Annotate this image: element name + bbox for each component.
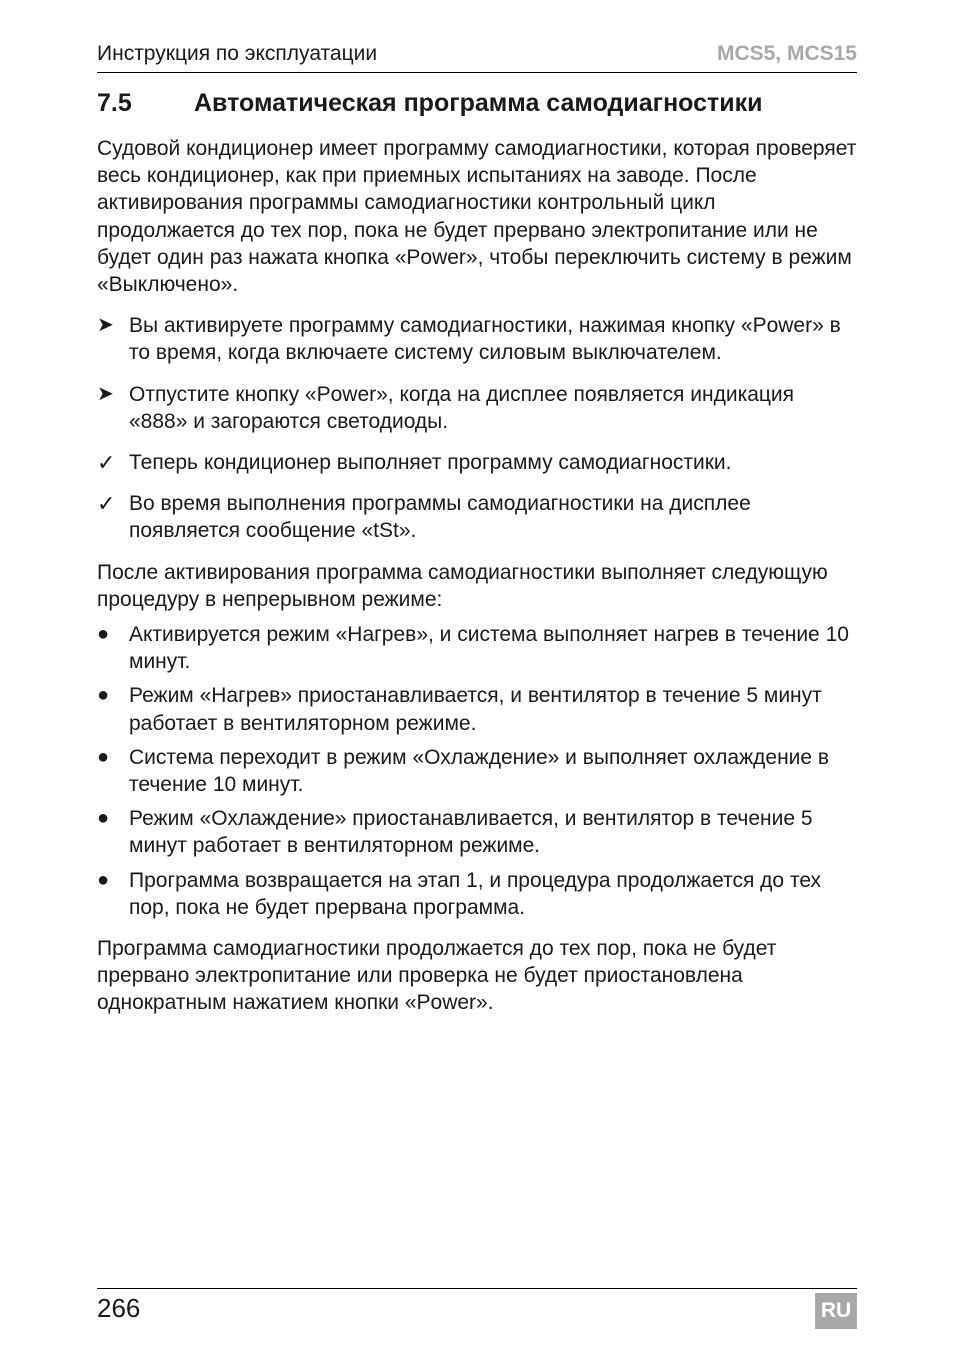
- step-item: [97, 381, 857, 435]
- checkmark-icon: ✓: [97, 450, 116, 476]
- step-text: Отпустите кнопку «Power», когда на дисплее появляется индикация «888» и загораются светодиоды.: [129, 382, 795, 433]
- bullet-icon: ●: [97, 807, 110, 830]
- result-text: Теперь кондиционер выполняет программу самодиагностики.: [129, 451, 732, 475]
- page-footer: [97, 1288, 857, 1331]
- list-item: [97, 682, 857, 736]
- page-body: [97, 135, 857, 1031]
- language-badge: RU: [815, 1293, 857, 1329]
- list-item-text: Программа возвращается на этап 1, и процедура продолжается до тех пор, пока не будет прервана программа.: [129, 868, 822, 919]
- checkmark-icon: ✓: [97, 491, 116, 517]
- step-text: Вы активируете программу самодиагностики, нажимая кнопку «Power» в то время, когда включаете систему силовым выключателем.: [129, 314, 841, 365]
- list-item: [97, 744, 857, 798]
- bullet-icon: ●: [97, 623, 110, 646]
- arrow-icon: ➤: [97, 382, 114, 405]
- intro-paragraph: Судовой кондиционер имеет программу самодиагностики, которая проверяет весь кондиционер, как при приемных испытаниях на заводе. После активирования программы самодиагностики контрольный цикл продолжается до тех пор, пока не будет прервано электропитание или не будет один раз нажата кнопка «Power», чтобы переключить систему в режим «Выключено».: [97, 137, 857, 297]
- page-number: 266: [97, 1293, 141, 1323]
- list-item-text: Режим «Охлаждение» приостанавливается, и вентилятор в течение 5 минут работает в вентиляторном режиме.: [129, 807, 813, 858]
- section-heading: [97, 89, 763, 118]
- step-item: [97, 312, 857, 366]
- result-item: [97, 490, 857, 544]
- list-item: [97, 867, 857, 921]
- bullet-icon: ●: [97, 745, 110, 768]
- header-model: MCS5, MCS15: [716, 42, 857, 65]
- procedure-intro: После активирования программа самодиагностики выполняет следующую процедуру в непрерывном режиме:: [97, 560, 828, 611]
- section-number: 7.5: [97, 89, 132, 117]
- page-header: [97, 40, 857, 73]
- list-item-text: Режим «Нагрев» приостанавливается, и вентилятор в течение 5 минут работает в вентиляторном режиме.: [129, 684, 822, 735]
- list-item: [97, 805, 857, 859]
- section-title: Автоматическая программа самодиагностики: [194, 89, 763, 117]
- result-item: [97, 449, 857, 476]
- bullet-icon: ●: [97, 868, 110, 891]
- procedure-list: [97, 621, 857, 921]
- list-item-text: Система переходит в режим «Охлаждение» и выполняет охлаждение в течение 10 минут.: [129, 745, 830, 797]
- closing-paragraph: Программа самодиагностики продолжается до тех пор, пока не будет прервано электропитание или проверка не будет приостановлена однократным нажатием кнопки «Power».: [97, 937, 777, 1015]
- arrow-icon: ➤: [97, 314, 114, 337]
- list-item: [97, 621, 857, 675]
- result-text: Во время выполнения программы самодиагностики на дисплее появляется сообщение «tSt».: [129, 492, 751, 543]
- list-item-text: Активируется режим «Нагрев», и система выполняет нагрев в течение 10 минут.: [129, 623, 849, 674]
- header-title: Инструкция по эксплуатации: [97, 42, 378, 65]
- bullet-icon: ●: [97, 684, 110, 707]
